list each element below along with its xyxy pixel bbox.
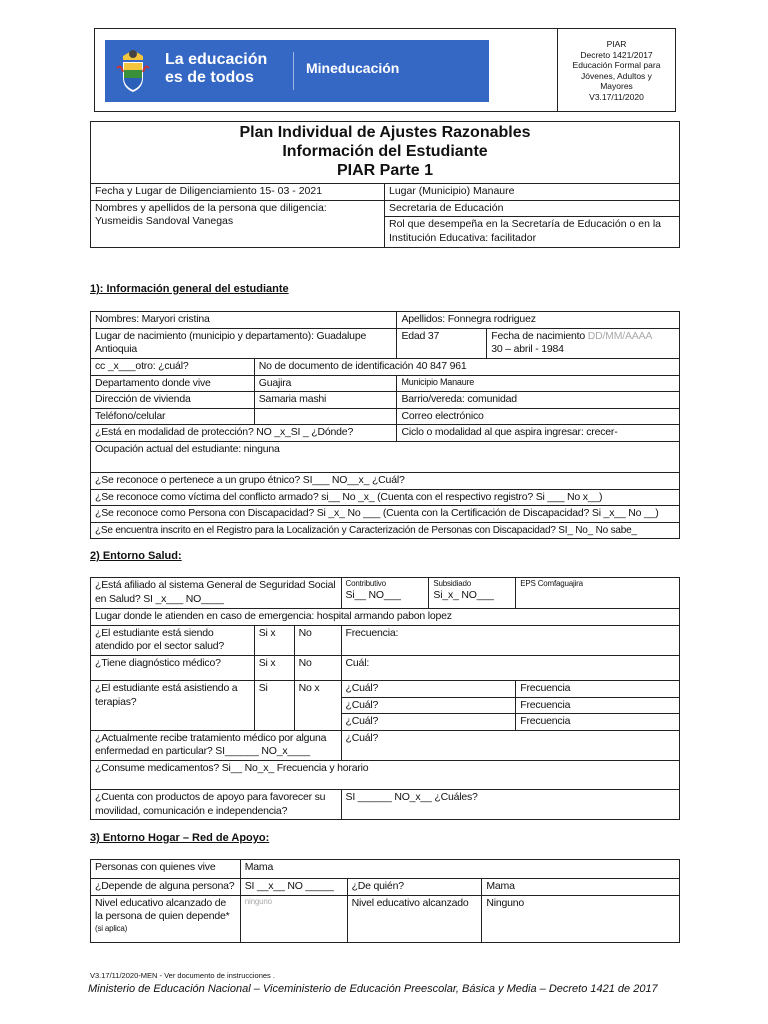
footer-ministry: Ministerio de Educación Nacional – Viceministerio de Educación Preescolar, Básica y Media – Decreto 1421 de 2017 xyxy=(88,983,658,995)
ministry-logo-banner xyxy=(105,40,489,102)
personas-label: Personas con quienes vive xyxy=(91,860,241,879)
atendido-question: ¿El estudiante está siendo atendido por el sector salud? xyxy=(91,625,255,655)
discapacidad-cell: ¿Se reconoce como Persona con Discapacidad? Si _x_ No ___ (Cuenta con la Certificación de Discapacidad? Si _x__ No __) xyxy=(91,506,680,523)
quien-answer: Mama xyxy=(482,879,680,896)
frecuencia-cell: Frecuencia: xyxy=(341,625,679,655)
footer-version: V3.17/11/2020-MEN - Ver documento de instrucciones . xyxy=(90,971,275,980)
telefono-label: Teléfono/celular xyxy=(91,408,255,425)
health-table xyxy=(90,577,680,820)
atendido-si: Si x xyxy=(254,625,294,655)
lugar-nacimiento-cell: Lugar de nacimiento (municipio y departamento): Guadalupe Antioquia xyxy=(91,328,397,358)
section1-heading: 1): Información general del estudiante xyxy=(90,283,289,295)
nombres-cell: Nombres: Maryori cristina xyxy=(91,312,397,329)
diagnostico-question: ¿Tiene diagnóstico médico? xyxy=(91,655,255,680)
home-support-table xyxy=(90,859,680,943)
brand-name: Mineducación xyxy=(306,60,400,76)
section3-heading: 3) Entorno Hogar – Red de Apoyo: xyxy=(90,832,270,844)
terapia-cual-2: ¿Cuál? xyxy=(341,697,516,714)
document-header xyxy=(94,28,676,112)
title-table xyxy=(90,121,680,248)
nivel-label: Nivel educativo alcanzado xyxy=(347,895,482,942)
terapias-si: Si xyxy=(254,680,294,730)
departamento-label: Departamento donde vive xyxy=(91,375,255,392)
logo-divider xyxy=(293,52,294,90)
terapias-no: No x xyxy=(294,680,341,730)
tratamiento-question: ¿Actualmente recibe tratamiento médico por alguna enfermedad en particular? SI______ NO_x____ xyxy=(91,730,342,760)
nivel-question: Nivel educativo alcanzado de la persona de quien depende* (si aplica) xyxy=(91,895,241,942)
eps-cell: EPS Comfaguajira xyxy=(516,578,680,609)
diagnostico-si: Si x xyxy=(254,655,294,680)
document-version-info: PIAR Decreto 1421/2017 Educación Formal para Jóvenes, Adultos y Mayores V3.17/11/2020 xyxy=(557,29,675,111)
rol-cell: Rol que desempeña en la Secretaría de Educación o en la Institución Educativa: facilitador xyxy=(385,217,680,248)
productos-answer: SI ______ NO_x__ ¿Cuáles? xyxy=(341,790,679,820)
atendido-no: No xyxy=(294,625,341,655)
apellidos-cell: Apellidos: Fonnegra rodriguez xyxy=(397,312,680,329)
direccion-label: Dirección de vivienda xyxy=(91,392,255,409)
personas-value: Mama xyxy=(240,860,679,879)
municipio-cell: Municipio Manaure xyxy=(397,375,680,392)
barrio-cell: Barrio/vereda: comunidad xyxy=(397,392,680,409)
terapia-frecuencia-1: Frecuencia xyxy=(516,680,680,697)
nivel-hint: ninguno xyxy=(240,895,347,942)
etnico-cell: ¿Se reconoce o pertenece a un grupo étnico? SI___ NO__x_ ¿Cuál? xyxy=(91,473,680,490)
terapias-question: ¿El estudiante está asistiendo a terapias? xyxy=(91,680,255,730)
contributivo-cell: Contributivo Si__ NO___ xyxy=(341,578,429,609)
registro-cell: ¿Se encuentra inscrito en el Registro para la Localización y Caracterización de Personas con Discapacidad? SI_ No_ No sabe_ xyxy=(91,523,680,539)
medicamentos-cell: ¿Consume medicamentos? Si__ No_x_ Frecuencia y horario xyxy=(91,761,680,790)
diagnostico-cual: Cuál: xyxy=(341,655,679,680)
fecha-nacimiento-cell: Fecha de nacimiento DD/MM/AAAA 30 – abril - 1984 xyxy=(487,328,680,358)
depende-question: ¿Depende de alguna persona? xyxy=(91,879,241,896)
section2-heading: 2) Entorno Salud: xyxy=(90,550,182,562)
ciclo-cell: Ciclo o modalidad al que aspira ingresar: crecer- xyxy=(397,425,680,442)
quien-question: ¿De quién? xyxy=(347,879,482,896)
afiliado-cell: ¿Está afiliado al sistema General de Seguridad Social en Salud? SI _x___ NO____ xyxy=(91,578,342,609)
correo-cell: Correo electrónico xyxy=(397,408,680,425)
victima-cell: ¿Se reconoce como víctima del conflicto armado? si__ No _x_ (Cuenta con el respectivo registro? Si ___ No x__) xyxy=(91,489,680,506)
emergencia-cell: Lugar donde le atienden en caso de emergencia: hospital armando pabon lopez xyxy=(91,609,680,626)
direccion-value: Samaria mashi xyxy=(254,392,397,409)
document-title: Plan Individual de Ajustes Razonables Información del Estudiante PIAR Parte 1 xyxy=(91,122,680,184)
terapia-cual-3: ¿Cuál? xyxy=(341,714,516,731)
terapia-frecuencia-3: Frecuencia xyxy=(516,714,680,731)
nombres-diligencia-cell: Nombres y apellidos de la persona que diligencia: Yusmeidis Sandoval Vanegas xyxy=(91,200,385,248)
terapia-frecuencia-2: Frecuencia xyxy=(516,697,680,714)
terapia-cual-1: ¿Cuál? xyxy=(341,680,516,697)
lugar-cell: Lugar (Municipio) Manaure xyxy=(385,184,680,201)
depende-answer: SI __x__ NO _____ xyxy=(240,879,347,896)
secretaria-cell: Secretaria de Educación xyxy=(385,200,680,217)
colombia-coat-of-arms-icon xyxy=(113,48,153,94)
subsidiado-cell: Subsidiado Si_x_ NO___ xyxy=(429,578,516,609)
tratamiento-cual: ¿Cuál? xyxy=(341,730,679,760)
departamento-value: Guajira xyxy=(254,375,397,392)
ocupacion-cell: Ocupación actual del estudiante: ninguna xyxy=(91,442,680,473)
productos-question: ¿Cuenta con productos de apoyo para favorecer su movilidad, comunicación e independencia? xyxy=(91,790,342,820)
diagnostico-no: No xyxy=(294,655,341,680)
documento-cell: No de documento de identificación 40 847 961 xyxy=(254,358,679,375)
cc-cell: cc _x___otro: ¿cuál? xyxy=(91,358,255,375)
proteccion-cell: ¿Está en modalidad de protección? NO _x_SI _ ¿Dónde? xyxy=(91,425,397,442)
telefono-value xyxy=(254,408,397,425)
student-info-table xyxy=(90,311,680,539)
tagline: La educación es de todos xyxy=(165,51,268,86)
fecha-cell: Fecha y Lugar de Diligenciamiento 15- 03 - 2021 xyxy=(91,184,385,201)
edad-cell: Edad 37 xyxy=(397,328,487,358)
nivel-value: Ninguno xyxy=(482,895,680,942)
